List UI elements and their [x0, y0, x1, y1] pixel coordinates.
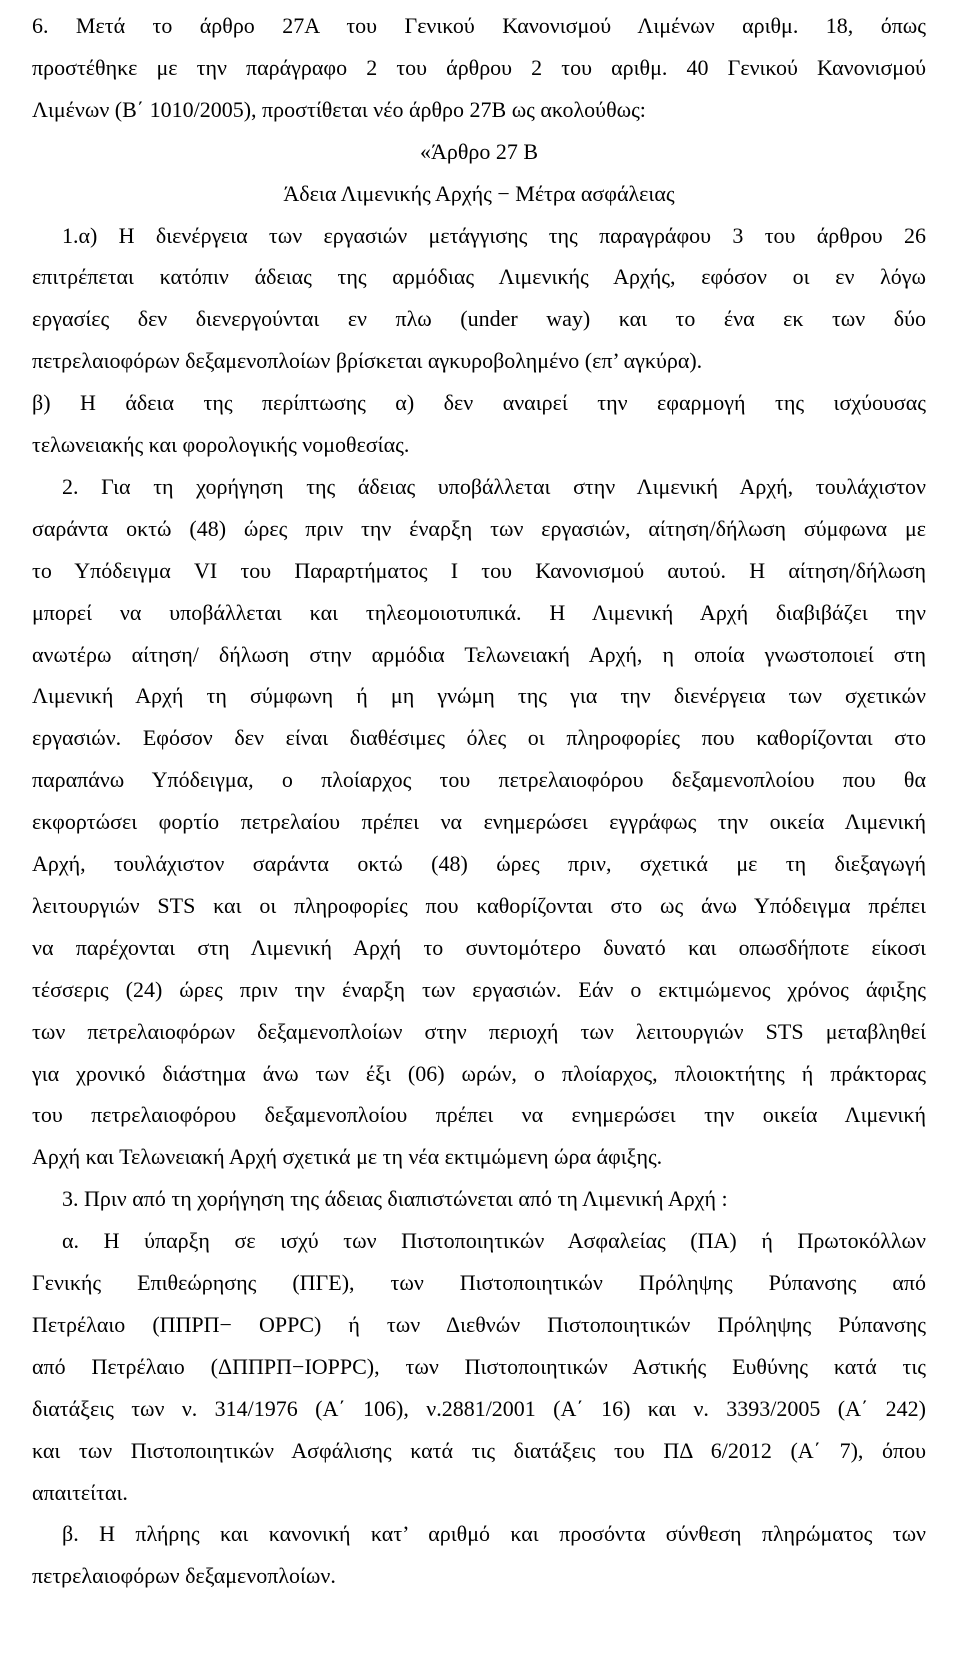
text-line: επιτρέπεται κατόπιν άδειας της αρμόδιας Λιμενικής Αρχής, εφόσον οι εν λόγω — [32, 264, 926, 290]
text-line: τελωνειακής και φορολογικής νομοθεσίας. — [32, 432, 410, 457]
text-line: Άδεια Λιμενικής Αρχής − Μέτρα ασφάλειας — [283, 180, 675, 206]
text-line: Αρχή, τουλάχιστον σαράντα οκτώ (48) ώρες πριν, σχετικά με τη διεξαγωγή — [32, 851, 926, 876]
text-line: του πετρελαιοφόρου δεξαμενοπλοίου πρέπει να ενημερώσει την οικεία Λιμενική — [32, 1102, 926, 1128]
text-line: των πετρελαιοφόρων δεξαμενοπλοίων στην περιοχή των λειτουργιών STS μεταβληθεί — [32, 1018, 926, 1044]
text-line: ανωτέρω αίτηση/ δήλωση στην αρμόδια Τελωνειακή Αρχή, η οποία γνωστοποιεί στη — [32, 641, 926, 667]
text-line: Πετρέλαιο (ΠΠΡΠ− ΟΡΡC) ή των Διεθνών Πιστοποιητικών Πρόληψης Ρύπανσης — [32, 1311, 926, 1337]
text-line: από Πετρέλαιο (ΔΠΠΡΠ−ΙΟΡΡC), των Πιστοποιητικών Αστικής Ευθύνης κατά τις — [32, 1353, 926, 1379]
text-line: πετρελαιοφόρων δεξαμενοπλοίων βρίσκεται αγκυροβολημένο (επ’ αγκύρα). — [32, 348, 703, 374]
text-line: λειτουργιών STS και οι πληροφορίες που καθορίζονται στο ως άνω Υπόδειγμα πρέπει — [32, 892, 926, 918]
text-line: 3. Πριν από τη χορήγηση της άδειας διαπιστώνεται από τη Λιμενική Αρχή : — [62, 1186, 728, 1212]
text-line: εκφορτώσει φορτίο πετρελαίου πρέπει να ενημερώσει εγγράφως την οικεία Λιμενική — [32, 809, 926, 835]
text-line: παραπάνω Υπόδειγμα, ο πλοίαρχος του πετρελαιοφόρου δεξαμενοπλοίου που θα — [32, 767, 926, 793]
text-line: α. Η ύπαρξη σε ισχύ των Πιστοποιητικών Ασφαλείας (ΠΑ) ή Πρωτοκόλλων — [62, 1228, 926, 1254]
text-line: β. Η πλήρης και κανονική κατ’ αριθμό και προσόντα σύνθεση πληρώματος των — [62, 1521, 926, 1547]
text-line: β) Η άδεια της περίπτωσης α) δεν αναιρεί την εφαρμογή της ισχύουσας — [32, 390, 926, 416]
text-line: 6. Μετά το άρθρο 27Α του Γενικού Κανονισμού Λιμένων αριθμ. 18, όπως — [32, 13, 926, 38]
text-line: για χρονικό διάστημα άνω των έξι (06) ωρών, ο πλοίαρχος, πλοιοκτήτης ή πράκτορας — [32, 1060, 926, 1086]
text-line: προστέθηκε με την παράγραφο 2 του άρθρου 2 του αριθμ. 40 Γενικού Κανονισμού — [32, 54, 926, 80]
text-line: 2. Για τη χορήγηση της άδειας υποβάλλεται στην Λιμενική Αρχή, τουλάχιστον — [62, 473, 926, 499]
text-line: Αρχή και Τελωνειακή Αρχή σχετικά με τη νέα εκτιμώμενη ώρα άφιξης. — [32, 1144, 663, 1170]
text-line: το Υπόδειγμα VI του Παραρτήματος Ι του Κανονισμού αυτού. Η αίτηση/δήλωση — [32, 557, 926, 583]
text-line: «Άρθρο 27 Β — [419, 138, 539, 164]
text-line: τέσσερις (24) ώρες πριν την έναρξη των εργασιών. Εάν ο εκτιμώμενος χρόνος άφιξης — [32, 976, 926, 1002]
text-line: εργασίες δεν διενεργούνται εν πλω (under way) και το ένα εκ των δύο — [32, 306, 926, 332]
text-line: Γενικής Επιθεώρησης (ΠΓΕ), των Πιστοποιητικών Πρόληψης Ρύπανσης από — [32, 1270, 926, 1295]
text-line: και των Πιστοποιητικών Ασφάλισης κατά τις διατάξεις του ΠΔ 6/2012 (Α΄ 7), όπου — [32, 1437, 926, 1463]
text-line: 1.α) Η διενέργεια των εργασιών μετάγγισης της παραγράφου 3 του άρθρου 26 — [62, 222, 926, 248]
text-line: απαιτείται. — [32, 1479, 128, 1505]
text-line: εργασιών. Εφόσον δεν είναι διαθέσιμες όλες οι πληροφορίες που καθορίζονται στο — [32, 725, 926, 751]
text-line: Λιμένων (Β΄ 1010/2005), προστίθεται νέο άρθρο 27Β ως ακολούθως: — [32, 96, 646, 122]
text-line: Λιμενική Αρχή τη σύμφωνη ή μη γνώμη της για την διενέργεια των σχετικών — [32, 683, 926, 709]
text-line: να παρέχονται στη Λιμενική Αρχή το συντομότερο δυνατό και οπωσδήποτε είκοσι — [32, 934, 926, 960]
text-line: σαράντα οκτώ (48) ώρες πριν την έναρξη των εργασιών, αίτηση/δήλωση σύμφωνα με — [32, 515, 926, 541]
text-line: διατάξεις των ν. 314/1976 (Α΄ 106), ν.2881/2001 (Α΄ 16) και ν. 3393/2005 (Α΄ 242) — [32, 1395, 926, 1421]
text-line: πετρελαιοφόρων δεξαμενοπλοίων. — [32, 1563, 336, 1589]
text-line: μπορεί να υποβάλλεται και τηλεομοιοτυπικά. Η Λιμενική Αρχή διαβιβάζει την — [32, 599, 926, 625]
